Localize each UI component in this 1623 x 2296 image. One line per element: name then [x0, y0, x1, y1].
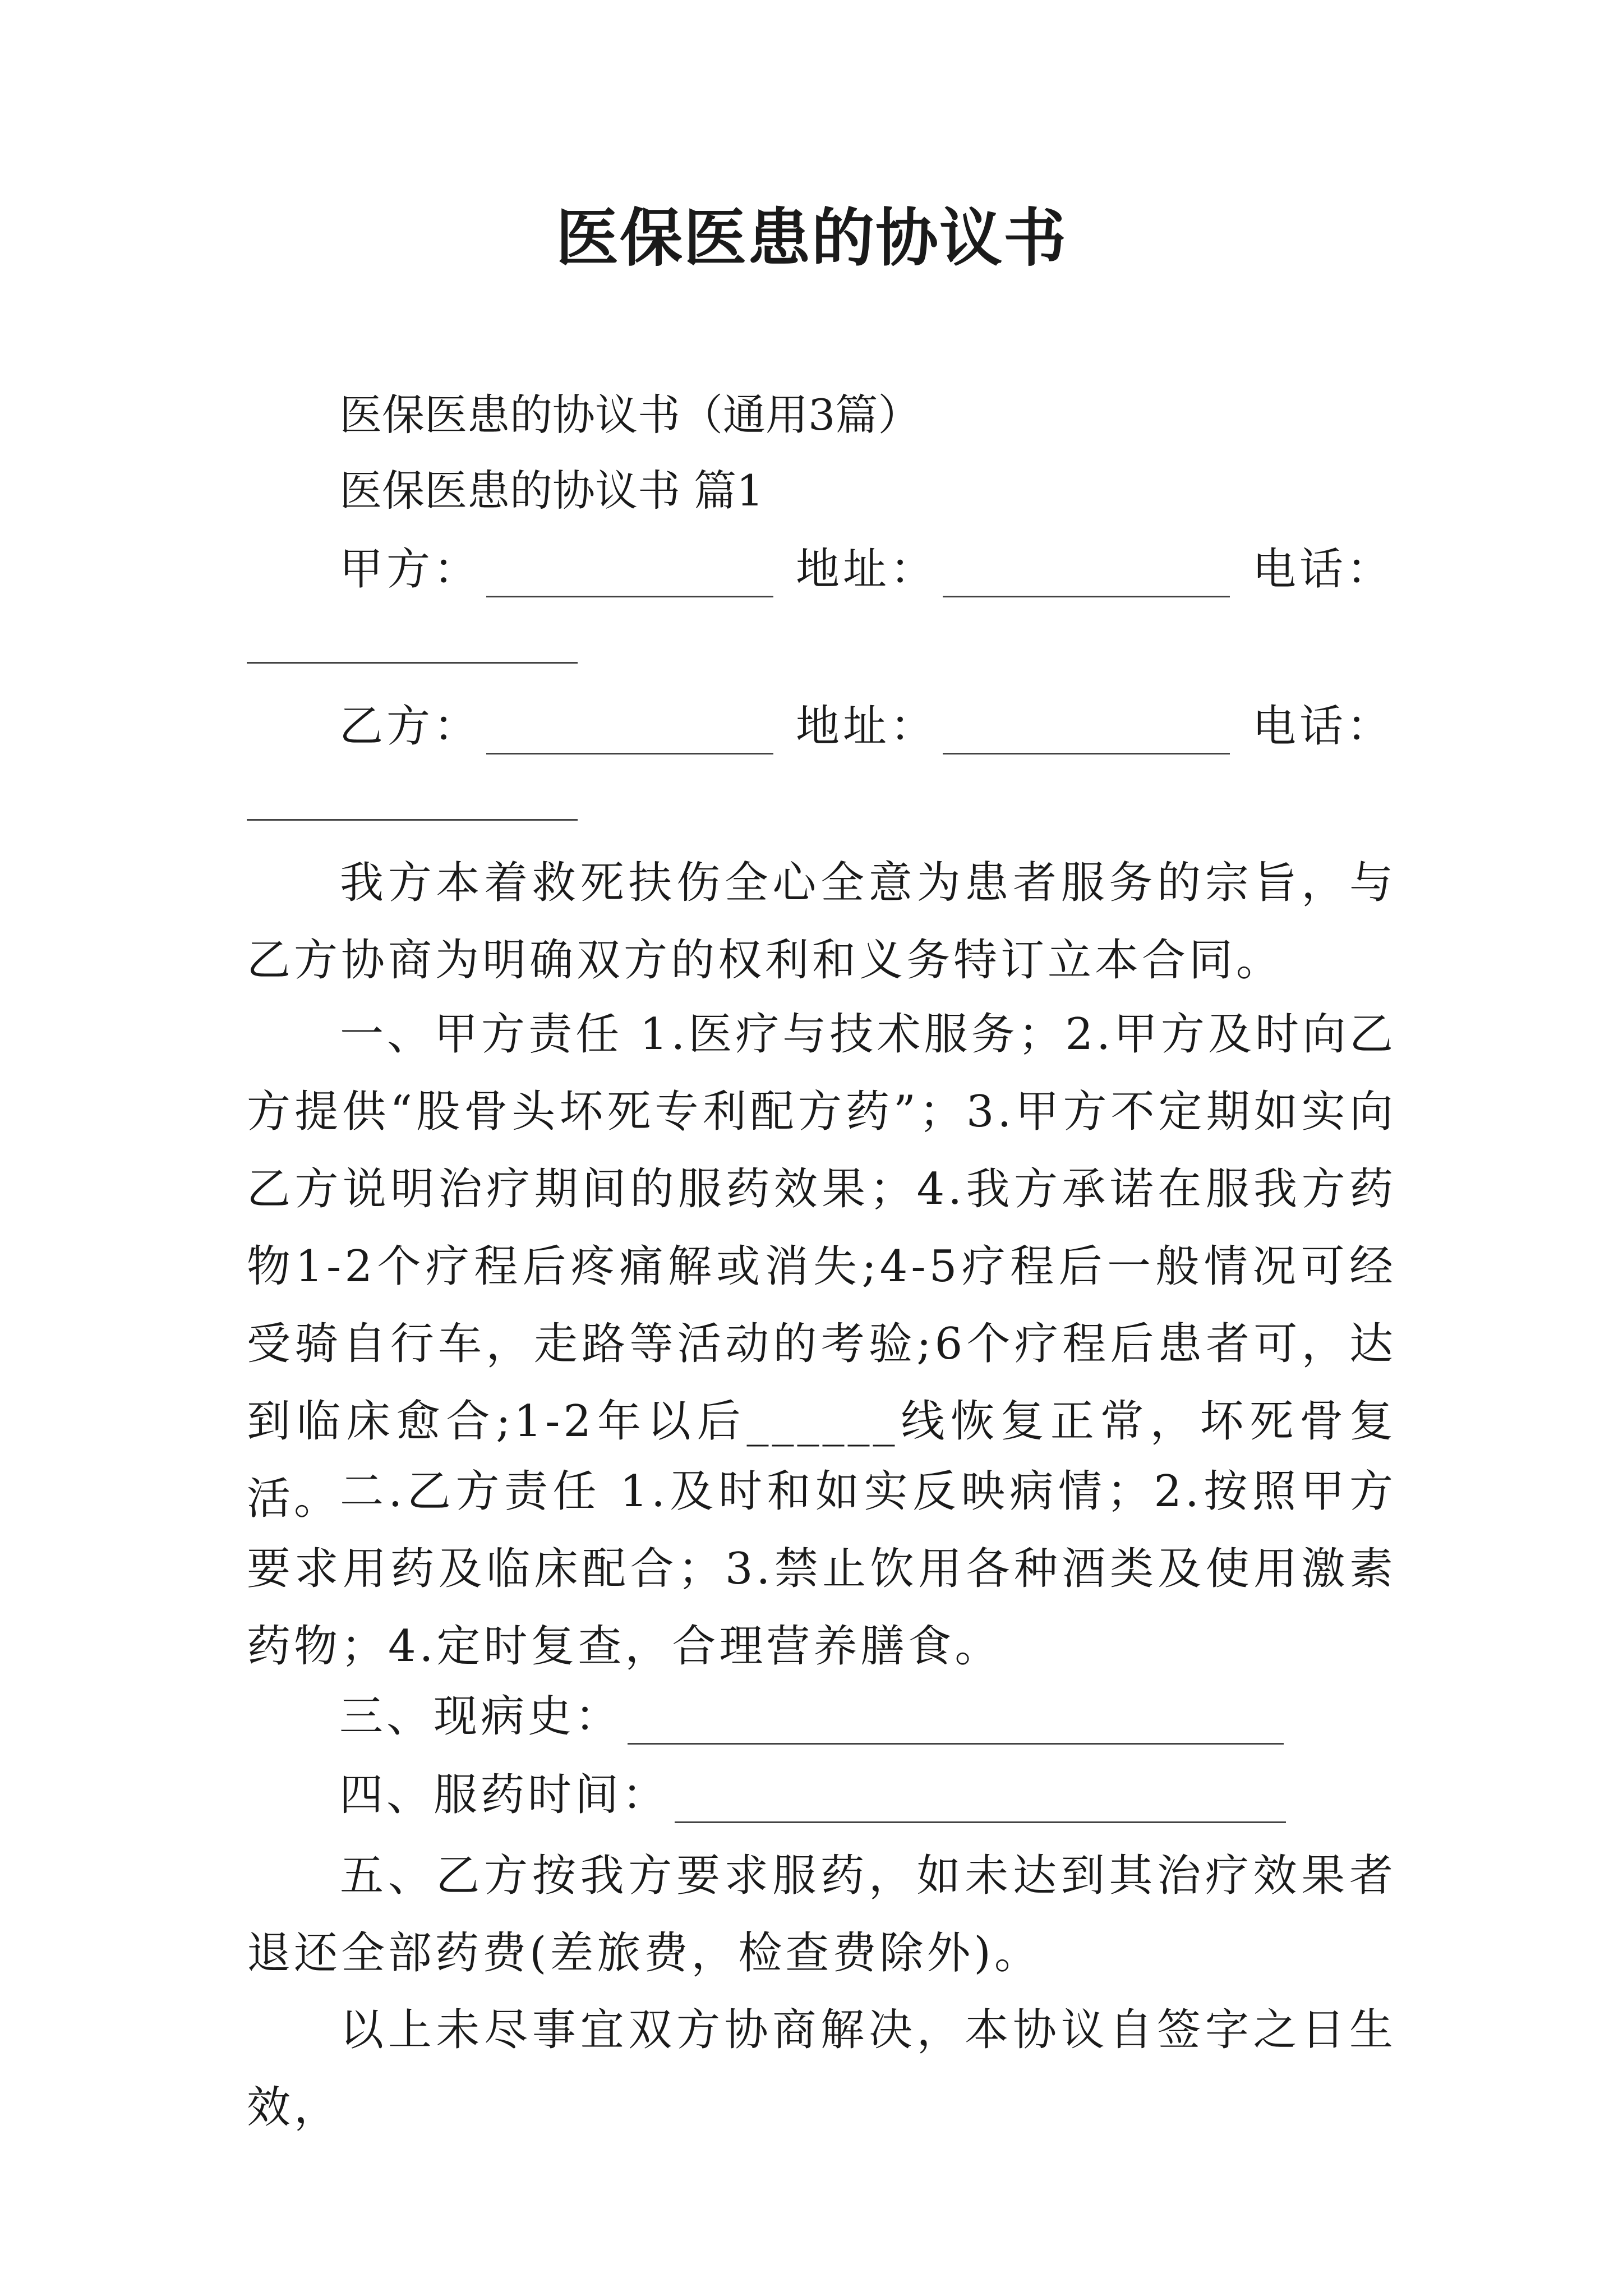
party-b-row — [339, 698, 1394, 754]
document-title: 医保医患的协议书 — [556, 201, 1067, 275]
clause-3-label: 三、现病史： — [339, 1691, 623, 1742]
clause-4-label: 四、服药时间： — [339, 1770, 670, 1820]
clause-3-row — [339, 1688, 1284, 1745]
clause-4-row — [339, 1767, 1286, 1823]
document-subtitle: 医保医患的协议书（通用3篇） — [339, 390, 921, 440]
clause-1-paragraph: 一、甲方责任 1.医疗与技术服务；2.甲方及时向乙方提供“股骨头坏死专利配方药”；3.甲方不定期如实向乙方说明治疗期间的服药效果；4.我方承诺在服我方药物1-2个疗程后疼痛解或消失;4-5疗程后一般情况可经受骑自行车，走路等活动的考验;6个疗程后患者可，达到临床愈合;1-2年以后______线恢复正常，坏死骨复活。 — [247, 1009, 1396, 1524]
party-b-address-blank[interactable] — [943, 714, 1230, 754]
clause-5-paragraph: 五、乙方按我方要求服药，如未达到其治疗效果者退还全部药费(差旅费，检查费除外)。 — [247, 1851, 1396, 1978]
intro-paragraph: 我方本着救死扶伤全心全意为患者服务的宗旨，与乙方协商为明确双方的权利和义务特订立本合同。 — [247, 858, 1396, 986]
clause-4-blank[interactable] — [675, 1782, 1286, 1823]
party-b-name-blank[interactable] — [486, 714, 773, 754]
party-a-label: 甲方： — [339, 544, 481, 595]
section-heading: 医保医患的协议书 篇1 — [339, 466, 764, 516]
party-b-phone-blank[interactable] — [247, 819, 578, 821]
party-a-phone-blank[interactable] — [247, 662, 578, 664]
party-a-name-blank[interactable] — [486, 556, 773, 597]
clause-3-blank[interactable] — [628, 1704, 1284, 1745]
party-a-phone-label: 电话： — [1252, 544, 1394, 595]
party-a-address-blank[interactable] — [943, 556, 1230, 597]
party-a-row — [339, 541, 1394, 597]
clause-2-paragraph: 二.乙方责任 1.及时和如实反映病情；2.按照甲方要求用药及临床配合；3.禁止饮用各种酒类及使用激素药物；4.定时复查，合理营养膳食。 — [247, 1466, 1396, 1672]
party-a-address-label: 地址： — [795, 544, 937, 595]
party-b-phone-label: 电话： — [1252, 701, 1394, 752]
closing-paragraph: 以上未尽事宜双方协商解决，本协议自签字之日生效， — [247, 2005, 1396, 2133]
party-b-address-label: 地址： — [795, 701, 937, 752]
party-b-label: 乙方： — [339, 701, 481, 752]
